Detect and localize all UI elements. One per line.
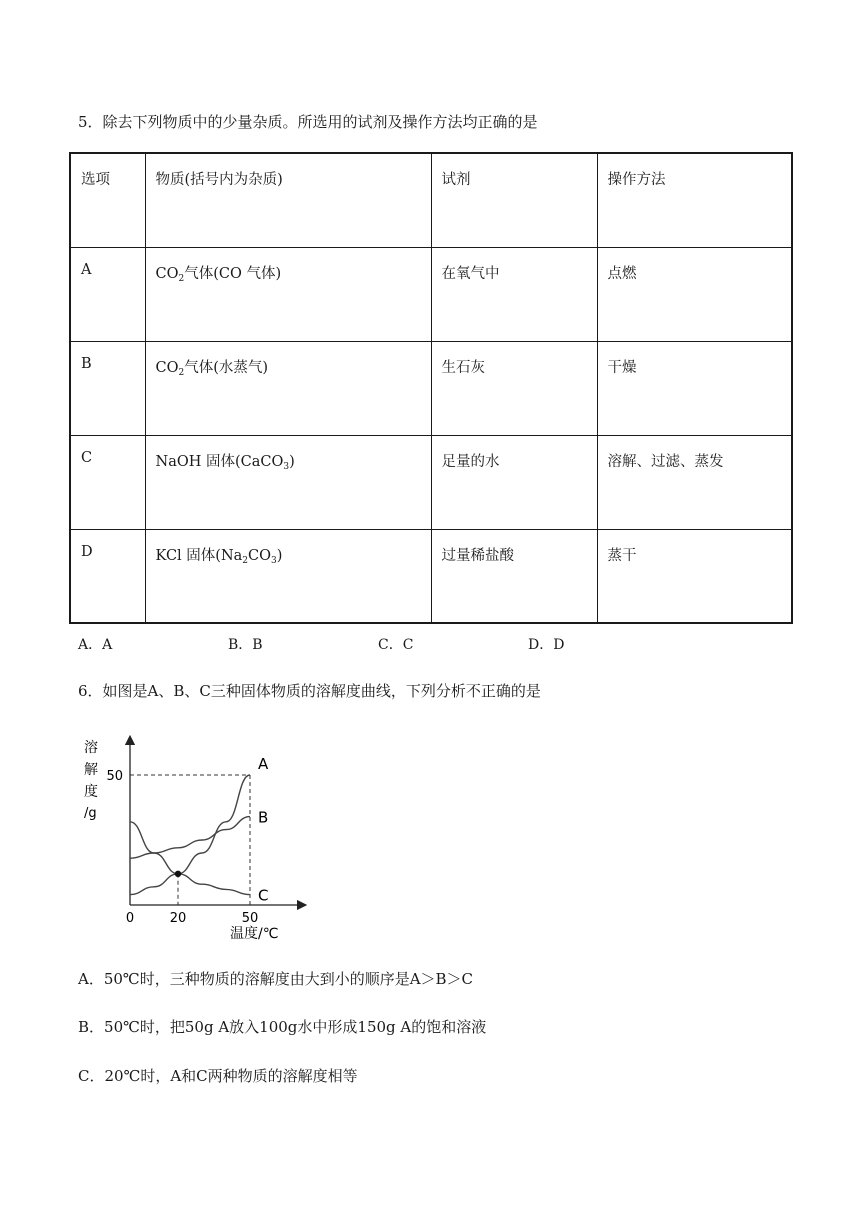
table-row <box>70 435 792 529</box>
q6-choice-c[interactable]: C．20℃时，A和C两种物质的溶解度相等 <box>78 1067 358 1085</box>
x-tick-label: 50 <box>241 911 259 926</box>
series-a-label: A <box>258 755 269 773</box>
row-substance: NaOH 固体(CaCO$_3$) <box>145 435 431 529</box>
series-b-curve <box>130 817 250 859</box>
series-c-curve <box>130 822 250 895</box>
svg-text:溶: 溶 <box>84 740 98 756</box>
y-tick-label: 50 <box>106 769 123 784</box>
series-c-label: C <box>258 886 269 905</box>
q6-choice-a[interactable]: A．50℃时，三种物质的溶解度由大到小的顺序是A＞B＞C <box>78 970 474 988</box>
q6-stem: 6．如图是A、B、C三种固体物质的溶解度曲线，下列分析不正确的是 <box>78 682 541 700</box>
x-tick-label: 0 <box>125 911 135 926</box>
row-method: 溶解、过滤、蒸发 <box>597 435 792 529</box>
row-reagent: 在氧气中 <box>431 247 597 341</box>
row-substance: KCl 固体$(Na_2CO_3)$ <box>145 529 431 623</box>
row-substance: $CO_2$气体(CO 气体) <box>145 247 431 341</box>
q5-choice-c[interactable]: C．C <box>378 637 414 653</box>
q5-stem: 5．除去下列物质中的少量杂质。所选用的试剂及操作方法均正确的是 <box>78 113 538 131</box>
q5-table <box>69 152 793 624</box>
row-reagent: 足量的水 <box>431 435 597 529</box>
header-substance: 物质(括号内为杂质) <box>145 153 431 247</box>
row-option: B <box>70 341 145 435</box>
intersection-point <box>175 871 181 877</box>
q5-choice-b[interactable]: B．B <box>228 637 263 653</box>
header-option: 选项 <box>70 153 145 247</box>
table-row <box>70 247 792 341</box>
row-reagent: 生石灰 <box>431 341 597 435</box>
q5-choice-a[interactable]: A．A <box>78 637 113 653</box>
row-method: 蒸干 <box>597 529 792 623</box>
row-method: 点燃 <box>597 247 792 341</box>
q5-choice-d[interactable]: D．D <box>528 637 565 653</box>
x-tick-label: 20 <box>169 911 187 926</box>
svg-text:/g: /g <box>84 806 97 821</box>
q6-choice-b[interactable]: B．50℃时，把50g A放入100g水中形成150g A的饱和溶液 <box>78 1018 487 1036</box>
table-row <box>70 529 792 623</box>
header-method: 操作方法 <box>597 153 792 247</box>
series-b-label: B <box>258 808 269 827</box>
svg-text:度: 度 <box>84 784 98 800</box>
y-axis-label <box>84 739 98 821</box>
row-method: 干燥 <box>597 341 792 435</box>
x-axis-label: 温度/℃ <box>230 926 279 942</box>
row-reagent: 过量稀盐酸 <box>431 529 597 623</box>
row-option: A <box>70 247 145 341</box>
table-header-row <box>70 153 792 247</box>
row-option: D <box>70 529 145 623</box>
solubility-chart <box>80 730 310 945</box>
header-reagent: 试剂 <box>431 153 597 247</box>
series-a-curve <box>130 775 250 895</box>
q5-choices <box>0 634 860 654</box>
svg-text:解: 解 <box>84 762 98 778</box>
table-row <box>70 341 792 435</box>
row-substance: $CO_2$气体(水蒸气) <box>145 341 431 435</box>
row-option: C <box>70 435 145 529</box>
